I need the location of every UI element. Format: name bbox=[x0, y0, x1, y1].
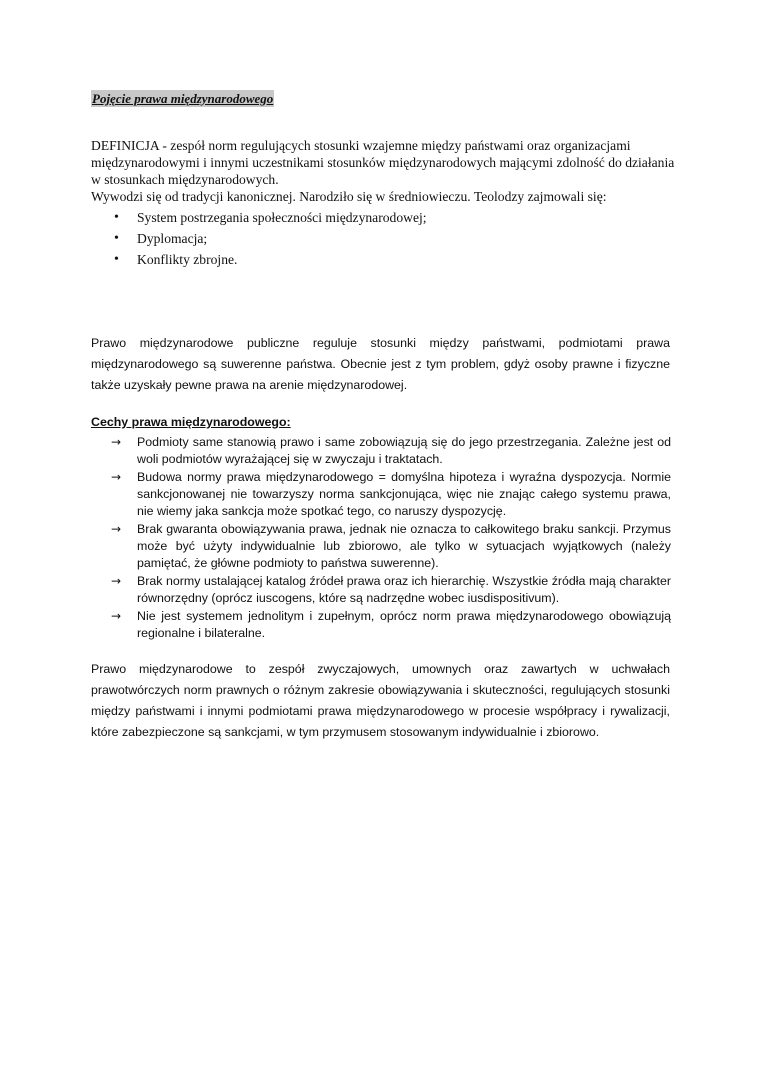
list-item-text: Budowa normy prawa międzynarodowego = domyślna hipoteza i wyraźna dyspozycja. Normie sankcjonowanej nie towarzyszy norma sankcjonująca, więc nie znając całego systemu prawa, nie wiemy jaka sankcja może spotkać tego, co naruszy dyspozycję. bbox=[137, 470, 671, 518]
features-heading: Cechy prawa międzynarodowego: bbox=[91, 415, 291, 429]
list-item-text: Dyplomacja; bbox=[137, 231, 208, 246]
summary-paragraph: Prawo międzynarodowe to zespół zwyczajowych, umownych oraz zawartych w uchwałach prawotwórczych norm prawnych o różnym zakresie obowiązywania i skuteczności, regulujących stosunki między państwami i innymi podmiotami prawa międzynarodowego w procesie współpracy i rywalizacji, które zabezpieczone są sankcjami, w tym przymusem stosowanym indywidualnie i zbiorowo. bbox=[91, 662, 670, 739]
theologian-topics-list bbox=[91, 207, 681, 270]
public-law-paragraph: Prawo międzynarodowe publiczne reguluje stosunki między państwami, podmiotami prawa międzynarodowego są suwerenne państwa. Obecnie jest z tym problem, gdyż osoby prawne i fizyczne także uzyskały pewne prawa na arenie międzynarodowej. bbox=[91, 336, 670, 392]
list-item bbox=[91, 207, 681, 228]
origin-text: Wywodzi się od tradycji kanonicznej. Narodziło się w średniowieczu. Teolodzy zajmowali się: bbox=[91, 189, 607, 204]
arrow-right-icon: → bbox=[111, 522, 122, 536]
page-title: Pojęcie prawa międzynarodowego bbox=[92, 91, 274, 106]
list-item-text: Brak gwaranta obowiązywania prawa, jednak nie oznacza to całkowitego braku sankcji. Przymus może być użyty indywidualnie lub zbiorowo, ale tylko w sytuacjach wyjątkowych (należy pamiętać, że główne podmioty to państwa suwerenne). bbox=[137, 522, 671, 570]
list-item-text: Podmioty same stanowią prawo i same zobowiązują się do jego przestrzegania. Zależne jest od woli podmiotów wyrażającej się w zwyczaju i traktatach. bbox=[137, 435, 671, 466]
list-item-text: Brak normy ustalającej katalog źródeł prawa oraz ich hierarchię. Wszystkie źródła mają charakter równorzędny (oprócz iuscogens, które są nadrzędne wobec iusdispositivum). bbox=[137, 574, 671, 605]
list-item bbox=[91, 228, 681, 249]
features-list bbox=[91, 434, 671, 643]
bullet-icon: • bbox=[114, 210, 119, 225]
bullet-icon: • bbox=[114, 252, 119, 267]
list-item bbox=[91, 434, 671, 468]
arrow-right-icon: → bbox=[111, 470, 122, 484]
list-item bbox=[91, 249, 681, 270]
list-item bbox=[91, 608, 671, 642]
bullet-icon: • bbox=[114, 231, 119, 246]
list-item bbox=[91, 469, 671, 520]
arrow-right-icon: → bbox=[111, 435, 122, 449]
list-item-text: Nie jest systemem jednolitym i zupełnym, oprócz norm prawa międzynarodowego obowiązują regionalne i bilateralne. bbox=[137, 609, 671, 640]
arrow-right-icon: → bbox=[111, 609, 122, 623]
arrow-right-icon: → bbox=[111, 574, 122, 588]
definition-section bbox=[91, 137, 681, 270]
list-item bbox=[91, 573, 671, 607]
list-item-text: Konflikty zbrojne. bbox=[137, 252, 238, 267]
list-item-text: System postrzegania społeczności międzynarodowej; bbox=[137, 210, 427, 225]
definition-text: DEFINICJA - zespół norm regulujących stosunki wzajemne między państwami oraz organizacjami międzynarodowymi i innymi uczestnikami stosunków międzynarodowych mającymi zdolność do działania w stosunkach międzynarodowych. bbox=[91, 138, 675, 187]
list-item bbox=[91, 521, 671, 572]
